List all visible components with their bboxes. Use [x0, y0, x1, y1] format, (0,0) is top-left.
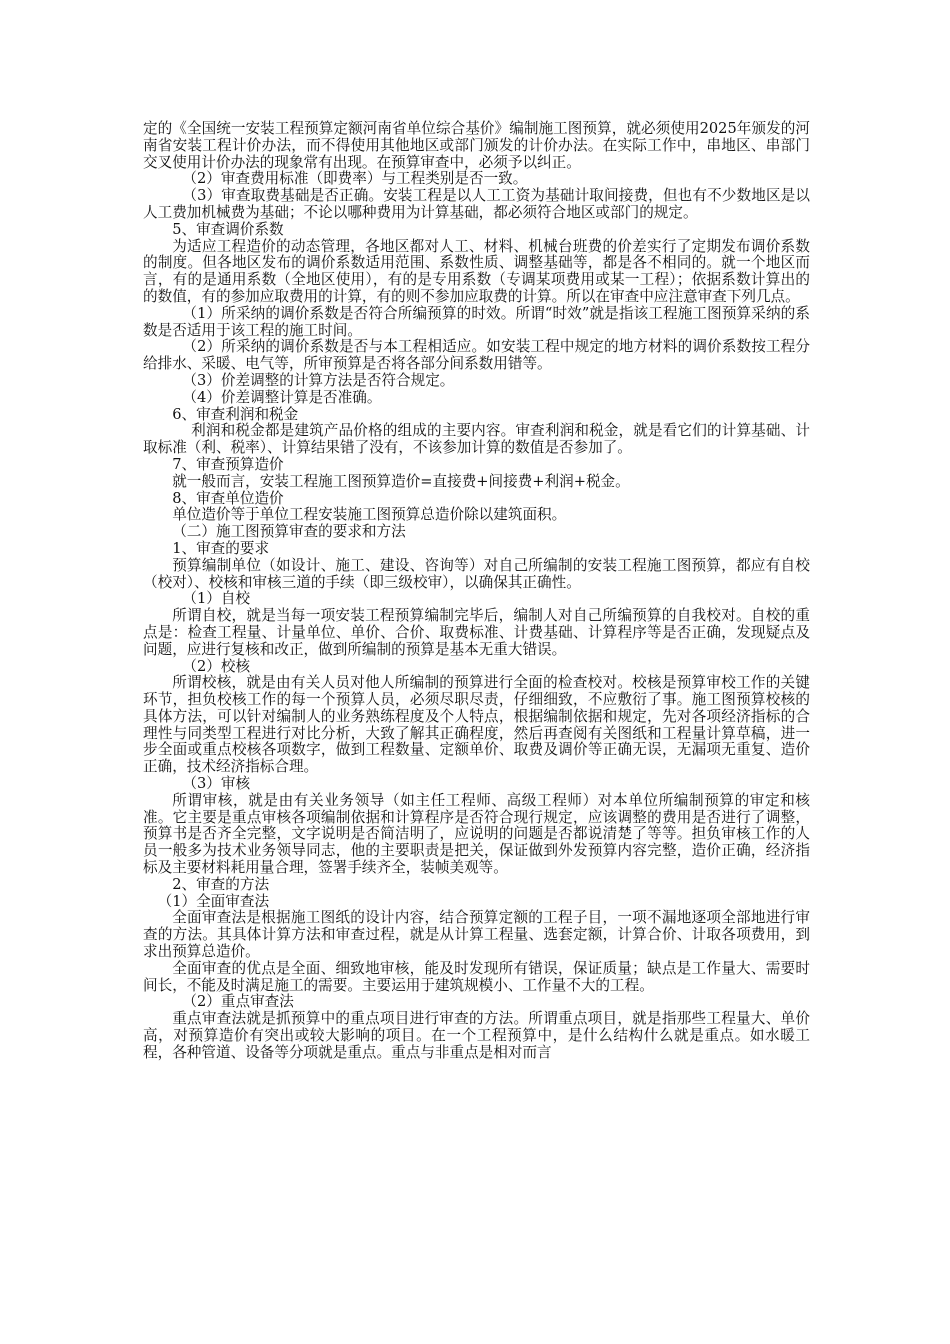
- paragraph-8: （3）价差调整的计算方法是否符合规定。: [182, 371, 455, 389]
- paragraph-15: 单位造价等于单位工程安装施工图预算总造价除以建筑面积。: [172, 506, 567, 524]
- paragraph-18: 预算编制单位（如设计、施工、建设、咨询等）对自己所编制的安装工程施工图预算，都应有自校（校对）、校核和审核三道的手续（即三级校审），以确保其正确性。: [143, 556, 810, 591]
- paragraph-12: 7、审查预算造价: [172, 455, 284, 473]
- paragraph-25: 2、审查的方法: [172, 875, 270, 893]
- paragraph-16: （二）施工图预算审查的要求和方法: [172, 523, 406, 541]
- paragraph-21: （2）校核: [182, 657, 251, 675]
- paragraph-4: 5、审查调价系数: [172, 220, 284, 238]
- paragraph-17: 1、审查的要求: [172, 539, 270, 557]
- paragraph-3: （3）审查取费基础是否正确。安装工程是以人工工资为基础计取间接费，但也有不少数地区是以人工费加机械费为基础；不论以哪种费用为计算基础，都必须符合地区或部门的规定。: [143, 187, 810, 221]
- paragraph-13: 就一般而言，安装工程施工图预算造价=直接费+间接费+利润+税金。: [172, 472, 630, 490]
- paragraph-23: （3）审核: [182, 775, 251, 793]
- paragraph-5: 为适应工程造价的动态管理，各地区都对人工、材料、机械台班费的价差实行了定期发布调价系数的制度。但各地区发布的调价系数适用范围、系数性质、调整基础等，都是各不相同的。就一个地区而言，有的是通用系数（全地区使用），有的是专用系数（专调某项费用或某一工程）；依据系数计算出的的数值，有的参加应取费用的计算，有的则不参加应取费的计算。所以在审查中应注意审查下列几点。: [143, 237, 810, 305]
- paragraph-2: （2）审查费用标准（即费率）与工程类别是否一致。: [182, 170, 528, 188]
- paragraph-24: 所谓审核，就是由有关业务领导（如主任工程师、高级工程师）对本单位所编制预算的审定和核准。它主要是重点审核各项编制依据和计算程序是否符合现行规定，应该调整的费用是否进行了调整，预算书是否齐全完整，文字说明是否简洁明了，应说明的问题是否都说清楚了等等。担负审核工作的人员一般多为技术业务领导同志，他的主要职责是把关，保证做到外发预算内容完整，造价正确，经济指标及主要材料耗用量合理，签署手续齐全，装帧美观等。: [143, 791, 810, 877]
- paragraph-20: 所谓自校，就是当每一项安装工程预算编制完毕后，编制人对自己所编预算的自我校对。自校的重点是：检查工程量、计量单位、单价、合价、取费标准、计费基础、计算程序等是否正确，发现疑点及问题，应进行复核和改正，做到所编制的预算是基本无重大错误。: [143, 607, 810, 658]
- paragraph-19: （1）自校: [182, 590, 251, 608]
- document-body: [143, 121, 810, 1062]
- paragraph-28: 全面审查的优点是全面、细致地审核，能及时发现所有错误，保证质量；缺点是工作量大、需要时间长，不能及时满足施工的需要。主要运用于建筑规模小、工作量不大的工程。: [143, 959, 810, 994]
- paragraph-11: 利润和税金都是建筑产品价格的组成的主要内容。审查利润和税金，就是看它们的计算基础、计取标准（利、税率）、计算结果错了没有，不该参加计算的数值是否参加了。: [143, 422, 810, 457]
- paragraph-27: 全面审查法是根据施工图纸的设计内容，结合预算定额的工程子目，一项不漏地逐项全部地进行审查的方法。其具体计算方法和审查过程，就是从计算工程量、选套定额，计算合价、计取各项费用，到求出预算总造价。: [143, 909, 810, 961]
- paragraph-22: 所谓校核，就是由有关人员对他人所编制的预算进行全面的检查校对。校核是预算审校工作的关键环节，担负校核工作的每一个预算人员，必须尽职尽责，仔细细致，不应敷衍了事。施工图预算校核的具体方法，可以针对编制人的业务熟练程度及个人特点，根据编制依据和规定，先对各项经济指标的合理性与同类型工程进行对比分析，大致了解其正确程度，然后再查阅有关图纸和工程量计算草稿，进一步全面或重点校核各项数字，做到工程数量、定额单价、取费及调价等正确无误，无漏项无重复、造价正确，技术经济指标合理。: [143, 674, 810, 776]
- paragraph-1: 定的《全国统一安装工程预算定额河南省单位综合基价》编制施工图预算，就必须使用2025年颁发的河南省安装工程计价办法，而不得使用其他地区或部门颁发的计价办法。在实际工作中，串地区、串部门交叉使用计价办法的现象常有出现。在预算审查中，必须予以纠正。: [143, 120, 810, 171]
- paragraph-7: （2）所采纳的调价系数是否与本工程相适应。如安装工程中规定的地方材料的调价系数按工程分给排水、采暖、电气等，所审预算是否将各部分间系数用错等。: [143, 338, 810, 373]
- paragraph-14: 8、审查单位造价: [172, 489, 284, 507]
- paragraph-9: （4）价差调整计算是否准确。: [182, 388, 382, 406]
- paragraph-29: （2）重点审查法: [182, 993, 294, 1011]
- paragraph-6: （1）所采纳的调价系数是否符合所编预算的时效。所谓“时效”就是指该工程施工图预算采纳的系数是否适用于该工程的施工时间。: [143, 304, 810, 339]
- paragraph-10: 6、审查利润和税金: [172, 405, 299, 423]
- paragraph-30: 重点审查法就是抓预算中的重点项目进行审查的方法。所谓重点项目，就是指那些工程量大、单价高，对预算造价有突出或较大影响的项目。在一个工程预算中，是什么结构什么就是重点。如水暖工程，各种管道、设备等分项就是重点。重点与非重点是相对而言: [143, 1010, 810, 1061]
- paragraph-26: （1）全面审查法: [157, 892, 270, 910]
